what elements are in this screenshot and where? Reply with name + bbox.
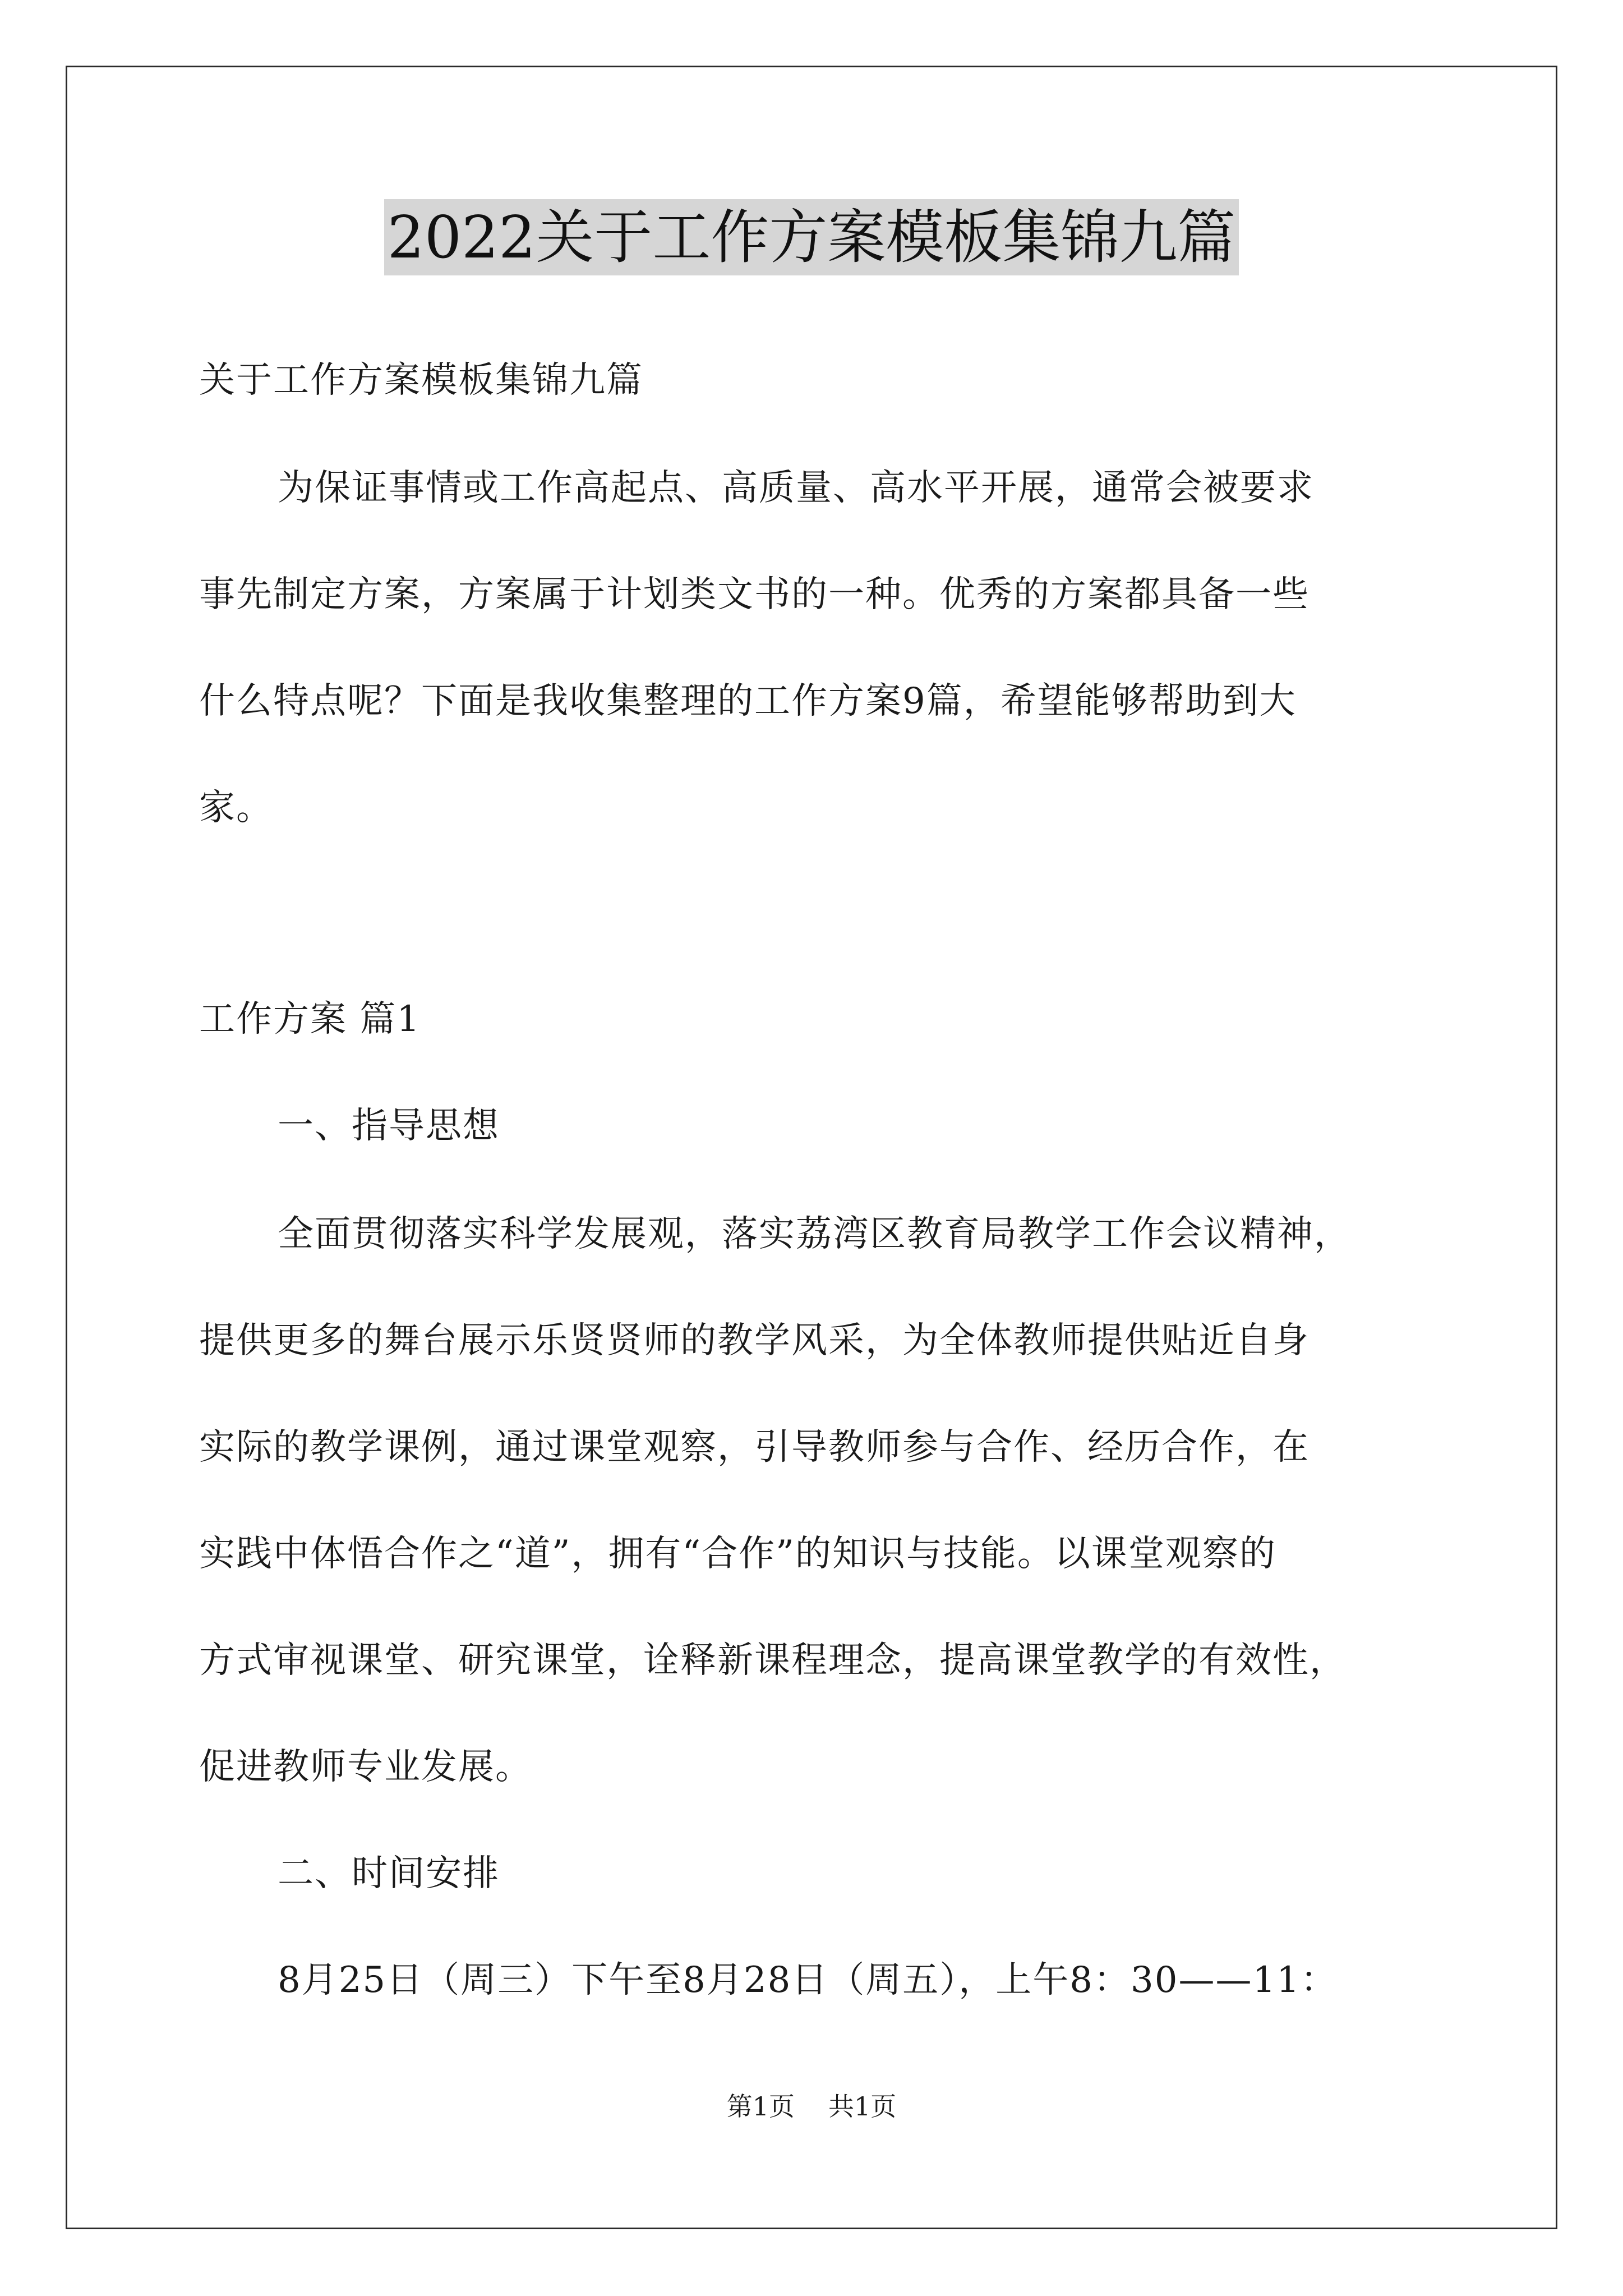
paragraph-line: 全面贯彻落实科学发展观，落实荔湾区教育局教学工作会议精神， bbox=[278, 1213, 1351, 1255]
page-number: 第1页 bbox=[726, 2091, 795, 2122]
paragraph-line: 提供更多的舞台展示乐贤贤师的教学风采，为全体教师提供贴近自身 bbox=[199, 1320, 1310, 1361]
paragraph-line: 促进教师专业发展。 bbox=[199, 1746, 532, 1788]
page-footer bbox=[0, 2090, 1623, 2123]
page-total: 共1页 bbox=[828, 2091, 897, 2122]
document-title: 2022关于工作方案模板集锦九篇 bbox=[384, 199, 1239, 275]
heading-time-schedule: 二、时间安排 bbox=[278, 1853, 500, 1894]
heading-guiding-thought: 一、指导思想 bbox=[278, 1105, 500, 1147]
paragraph-line: 方式审视课堂、研究课堂，诠释新课程理念，提高课堂教学的有效性， bbox=[199, 1640, 1347, 1681]
paragraph-line: 实践中体悟合作之“道”，拥有“合作”的知识与技能。以课堂观察的 bbox=[199, 1533, 1276, 1575]
intro-line: 家。 bbox=[199, 787, 273, 829]
title-container bbox=[0, 199, 1623, 275]
section-heading: 工作方案 篇1 bbox=[199, 999, 421, 1040]
intro-line: 什么特点呢？下面是我收集整理的工作方案9篇，希望能够帮助到大 bbox=[199, 680, 1297, 722]
intro-line: 事先制定方案，方案属于计划类文书的一种。优秀的方案都具备一些 bbox=[199, 574, 1310, 615]
paragraph-line: 实际的教学课例，通过课堂观察，引导教师参与合作、经历合作，在 bbox=[199, 1427, 1310, 1468]
document-subtitle: 关于工作方案模板集锦九篇 bbox=[199, 360, 643, 401]
paragraph-line: 8月25日（周三）下午至8月28日（周五），上午8：30——11： bbox=[278, 1959, 1338, 2001]
intro-line: 为保证事情或工作高起点、高质量、高水平开展，通常会被要求 bbox=[278, 467, 1314, 509]
